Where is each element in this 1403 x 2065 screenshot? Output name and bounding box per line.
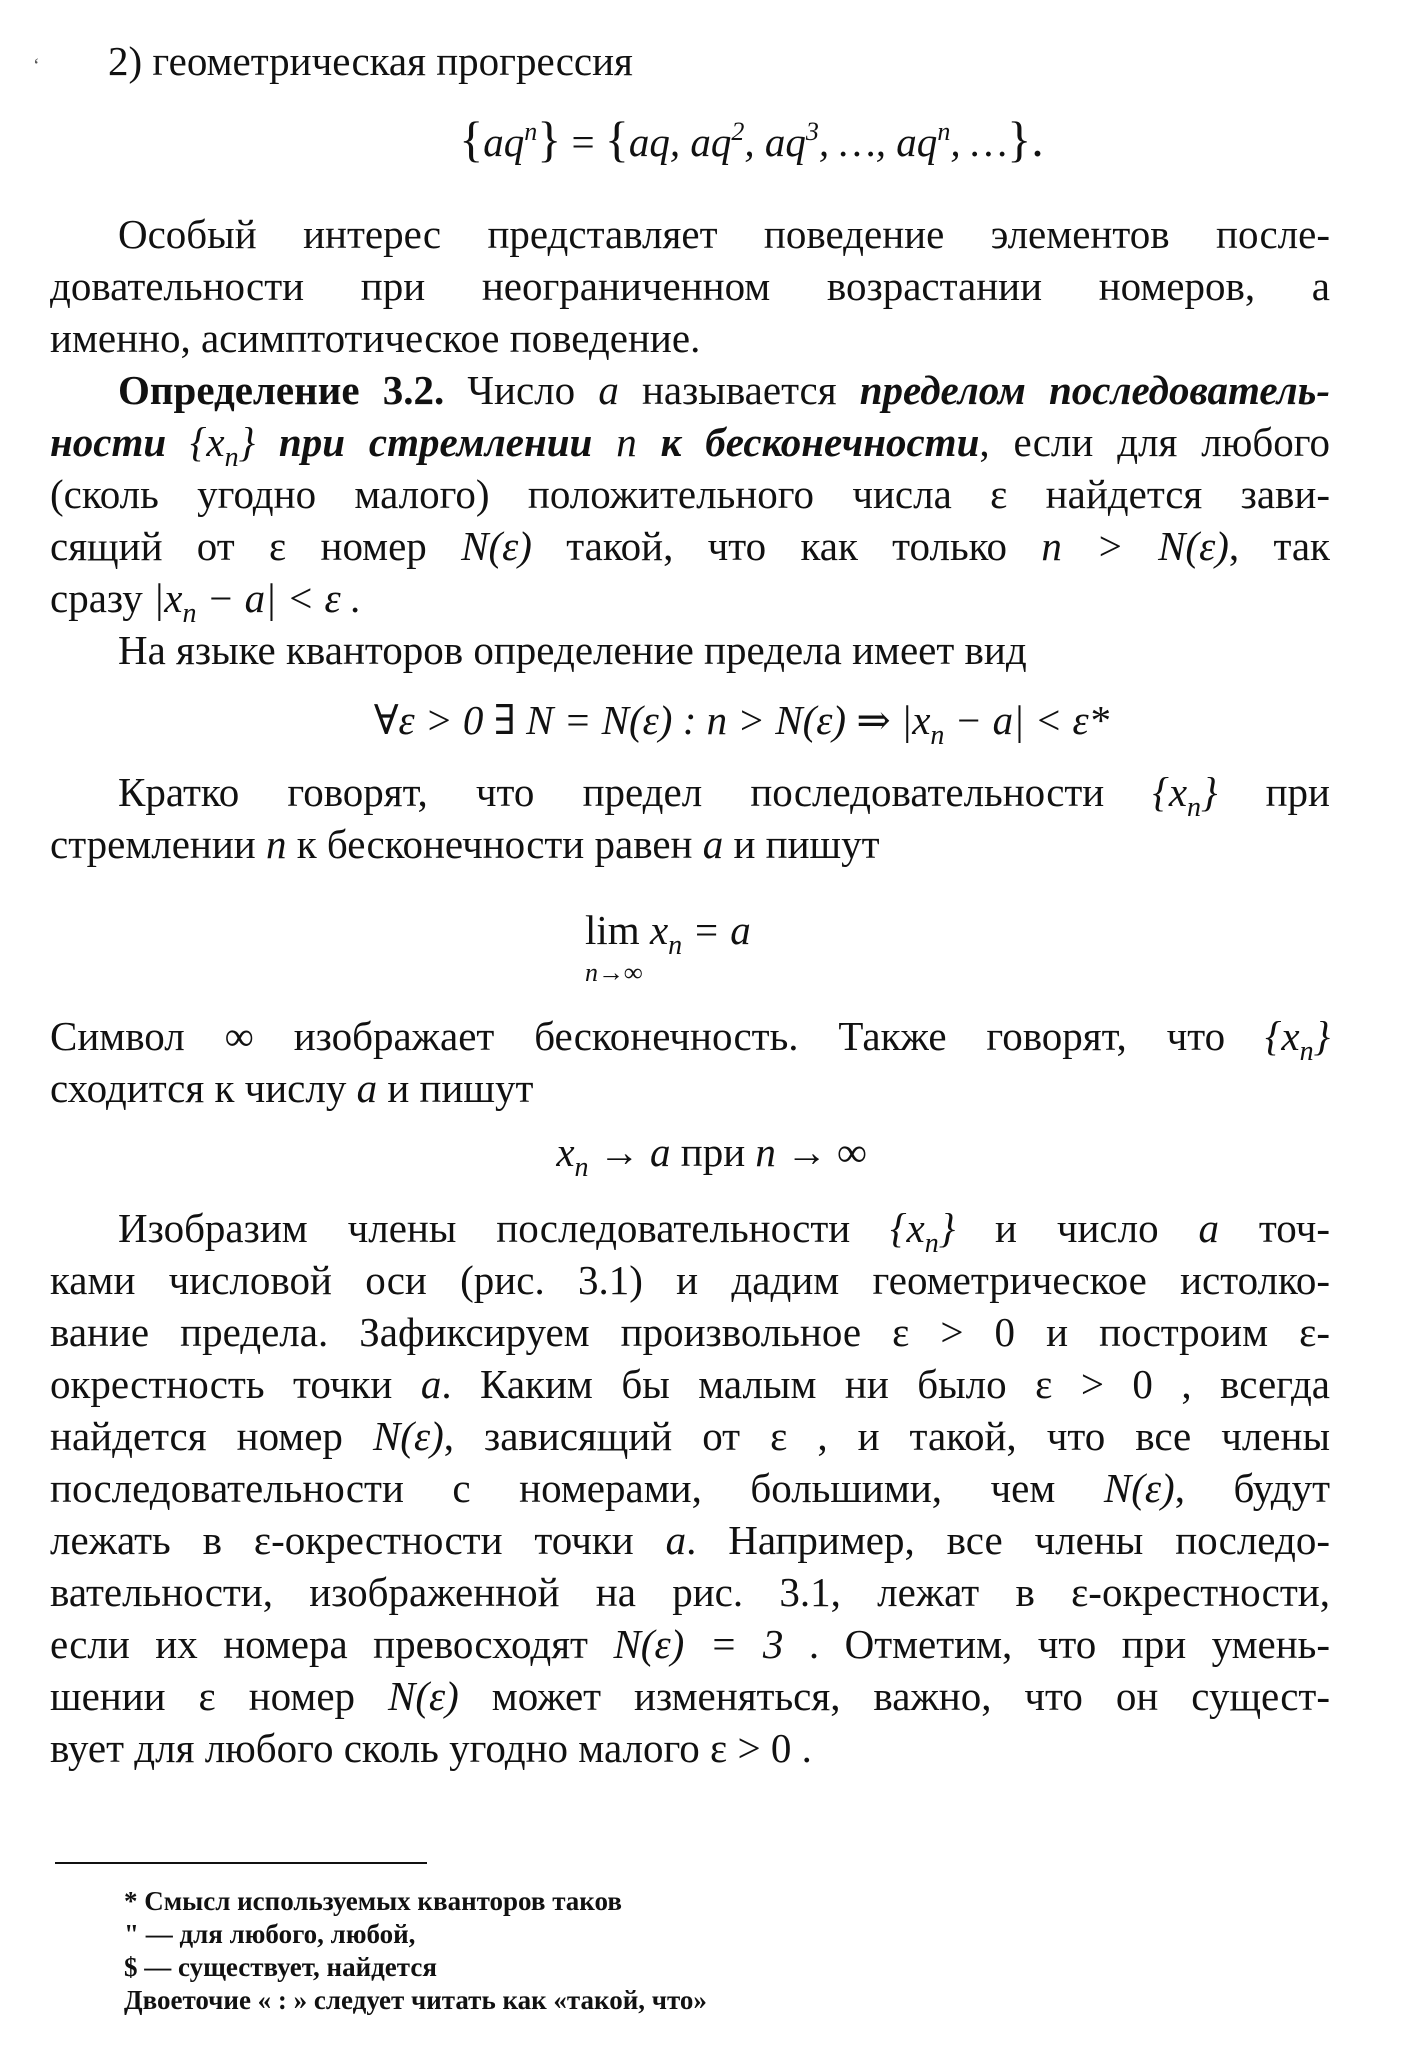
text: точ- [1219,1205,1331,1251]
brace: } [537,111,562,167]
paragraph-line [50,1360,1330,1408]
formula-term: ∀ε > 0 ∃ N = N(ε) : n > N(ε) ⇒ |x [373,697,931,743]
math-subscript: n [1299,1036,1314,1067]
definition-label: Определение 3.2. [118,367,445,413]
formula-term: x [556,1129,575,1175]
formula-term: , … [950,119,1008,165]
text: сразу [50,575,153,621]
paragraph-line [50,1064,1330,1112]
text: стремлении [50,821,266,867]
formula-exponent: 3 [805,117,819,146]
paragraph-line [50,820,1330,868]
math-seq: } [1313,1013,1330,1059]
text: лежать в ε-окрестности точки [50,1517,666,1563]
math-var: n [266,821,287,867]
brace: }. [1007,111,1044,167]
math-var: a [420,1361,442,1407]
defined-term: ности [50,419,191,465]
math-var: N(ε) [461,523,532,569]
math-var: N(ε) [372,1413,444,1459]
text: Кратко говорят, что предел последовательности [118,769,1153,815]
footnote-line: " — для любого, любой, [124,1919,416,1949]
math-var: N(ε) [1103,1465,1175,1511]
formula-term: aq [483,119,525,165]
math-subscript: n [930,720,945,751]
math-seq: {x [1152,769,1188,815]
text: Изобразим члены последовательности [118,1205,891,1251]
text: шении ε номер [50,1673,388,1719]
formula-quantors [40,696,1403,760]
quantor-intro: На языке кванторов определение предела имеет вид [118,627,1027,673]
math-subscript: n [224,442,239,473]
formula-term: = a [682,907,751,953]
formula-limit [585,906,805,996]
math-subscript: n [668,930,683,961]
text: последовательности с номерами, большими, чем [50,1465,1104,1511]
text: Символ ∞ изображает бесконечность. Также говорят, что [50,1013,1265,1059]
formula-term: , …, aq [818,119,938,165]
text: сящий от ε номер [50,523,462,569]
math-seq: {x [1265,1013,1300,1059]
math-seq: {x [890,1205,925,1251]
text: . Отметим, что при умень- [783,1621,1331,1667]
math-seq: {x [190,419,225,465]
math-var: a [702,821,724,867]
text: . Например, все члены последо- [686,1517,1330,1563]
math-expr: n > N(ε) [1041,523,1229,569]
paragraph-line: именно, асимптотическое поведение. [50,315,701,361]
text: если их номера превосходят [50,1621,614,1667]
math-subscript: n [1187,792,1202,823]
paragraph-line [50,1620,1330,1668]
footnote-rule [55,1862,427,1864]
text: , зависящий от ε , и такой, что все члены [443,1413,1330,1459]
formula-exponent: n [937,117,951,146]
formula-term: → a [588,1129,671,1175]
text: и число [955,1205,1199,1251]
math-subscript: n [182,598,197,629]
lim-operator: lim [585,907,640,953]
definition-line [118,366,1330,414]
math-seq: } [238,419,256,465]
math-subscript: n [574,1152,589,1183]
paragraph-line: довательности при неограниченном возрастании номеров, а [50,263,1330,309]
defined-term: пределом последователь- [859,367,1330,413]
text: к бесконечности равен [286,821,703,867]
formula-arrow [10,1128,1403,1192]
math-var: n [616,419,637,465]
text: сходится к числу [50,1065,357,1111]
paragraph-line [50,1464,1330,1512]
definition-line: (сколь угодно малого) положительного числа ε найдется зави- [50,471,1330,517]
text: , так [1228,523,1330,569]
text: найдется номер [50,1413,373,1459]
text: такой, что как только [531,523,1042,569]
formula-equals: = [561,119,605,165]
paragraph-line: вует для любого сколь угодно малого ε > 0 . [50,1725,812,1771]
formula-exponent: n [524,117,538,146]
text: и пишут [377,1065,534,1111]
defined-term: при стремлении [255,419,617,465]
formula-term: − a| < ε* [944,697,1110,743]
text: при [670,1129,756,1175]
footnote-line: Двоеточие « : » следует читать как «такой, что» [124,1985,707,2015]
text: Число [444,367,599,413]
footnote-line: $ — существует, найдется [124,1952,437,1982]
defined-term: к бесконечности [636,419,980,465]
formula-term: x [639,907,669,953]
math-var: a [1198,1205,1219,1251]
text: . Каким бы малым ни было ε > 0 , всегда [441,1361,1330,1407]
formula-exponent: 2 [731,117,745,146]
paragraph-line [50,1672,1330,1720]
item-geometric-progression: 2) геометрическая прогрессия [108,38,633,84]
text: при [1217,769,1330,815]
text: , если для любого [979,419,1330,465]
text: может изменяться, важно, что он сущест- [458,1673,1330,1719]
math-var: N(ε) = 3 [613,1621,784,1667]
text: и пишут [723,821,880,867]
definition-line [50,522,1330,570]
text: окрестность точки [50,1361,421,1407]
formula-term: aq, aq [628,119,732,165]
text: называется [618,367,860,413]
paragraph-line: Особый интерес представляет поведение элементов после- [118,211,1330,257]
paragraph-line: вание предела. Зафиксируем произвольное ε > 0 и построим ε- [50,1309,1330,1355]
paragraph-line: вательности, изображенной на рис. 3.1, лежат в ε-окрестности, [50,1569,1330,1615]
math-subscript: n [924,1228,939,1259]
text: , будут [1174,1465,1330,1511]
math-expr: |x [152,575,183,621]
formula-geometric-progression [50,108,1403,166]
formula-term: n → ∞ [755,1129,867,1175]
paragraph-line [50,1412,1330,1460]
formula-term: , aq [744,119,806,165]
math-seq: } [938,1205,956,1251]
paragraph-line [50,1516,1330,1564]
math-seq: } [1201,769,1218,815]
footnote-line: * Смысл используемых кванторов таков [124,1886,622,1916]
math-var: a [356,1065,378,1111]
paragraph-line: ками числовой оси (рис. 3.1) и дадим геометрическое истолко- [50,1257,1330,1303]
math-var: N(ε) [388,1673,459,1719]
math-expr: − a| < ε . [196,575,362,621]
margin-mark: ʻ [33,55,40,77]
brace: { [459,111,484,167]
brace: { [604,111,629,167]
math-var: a [598,367,619,413]
math-var: a [665,1517,687,1563]
limit-subscript: n→∞ [585,958,643,987]
